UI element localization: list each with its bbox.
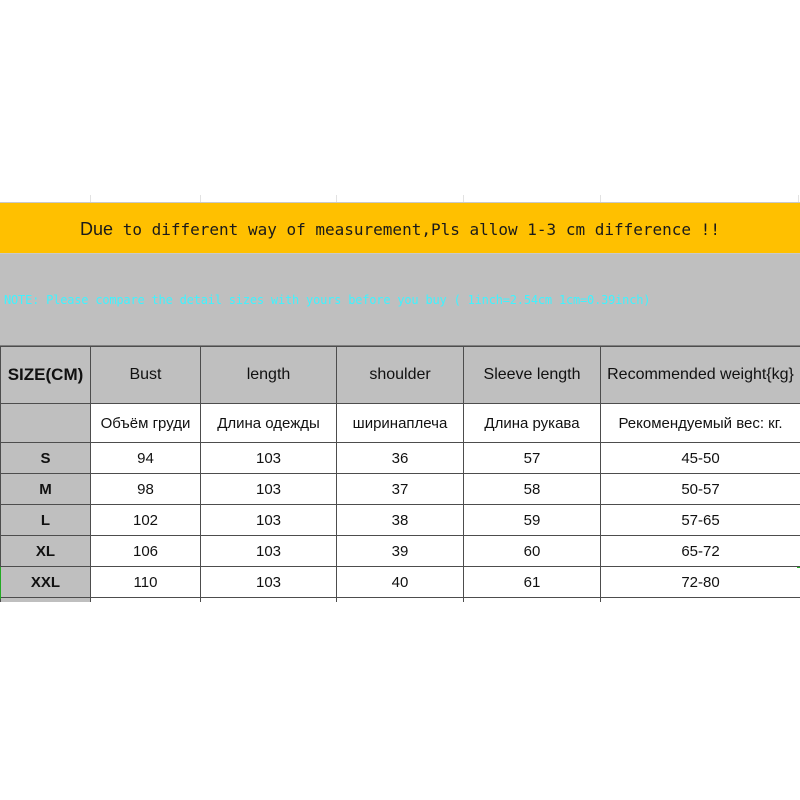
header-sleeve-length: Sleeve length	[464, 347, 601, 404]
table-row	[1, 505, 800, 536]
table-row	[1, 443, 800, 474]
length-cell: 103	[201, 474, 337, 505]
russian-header-sleeve: Длина рукава	[464, 404, 601, 443]
weight-cell: 45-50	[601, 443, 800, 474]
bust-cell: 94	[91, 443, 201, 474]
table-row	[1, 536, 800, 567]
notice-text: to different way of measurement,Pls allow 1-3 cm difference !!	[113, 220, 720, 239]
weight-cell: 57-65	[601, 505, 800, 536]
bust-cell: 110	[91, 567, 201, 598]
size-cell: L	[1, 505, 91, 536]
sleeve-cell: 59	[464, 505, 601, 536]
size-cell: S	[1, 443, 91, 474]
compare-sizes-note: NOTE: Please compare the detail sizes with yours before you buy ( 1inch=2.54cm 1cm=0.39inch)	[4, 293, 651, 307]
length-cell: 103	[201, 567, 337, 598]
header-shoulder: shoulder	[337, 347, 464, 404]
table-row	[1, 474, 800, 505]
measurement-notice-banner	[0, 202, 800, 254]
header-length: length	[201, 347, 337, 404]
sleeve-cell: 57	[464, 443, 601, 474]
shoulder-cell: 39	[337, 536, 464, 567]
bust-cell: 102	[91, 505, 201, 536]
length-cell: 103	[201, 505, 337, 536]
russian-header-blank	[1, 404, 91, 443]
header-size: SIZE(CM)	[1, 347, 91, 404]
russian-header-bust: Объём груди	[91, 404, 201, 443]
header-bust: Bust	[91, 347, 201, 404]
weight-cell: 65-72	[601, 536, 800, 567]
table-row	[1, 567, 800, 598]
russian-header-length: Длина одежды	[201, 404, 337, 443]
size-chart-table	[0, 346, 800, 602]
selection-edge	[0, 567, 1, 599]
table-tail-row	[1, 598, 800, 603]
notice-lead-word: Due	[80, 219, 114, 239]
size-cell: M	[1, 474, 91, 505]
bust-cell: 98	[91, 474, 201, 505]
size-cell: XL	[1, 536, 91, 567]
length-cell: 103	[201, 443, 337, 474]
russian-header-shoulder: ширинаплеча	[337, 404, 464, 443]
russian-header-weight: Рекомендуемый вес: кг.	[601, 404, 800, 443]
header-recommended-weight: Recommended weight{kg}	[601, 347, 800, 404]
length-cell: 103	[201, 536, 337, 567]
header-row	[1, 347, 800, 404]
russian-header-row	[1, 404, 800, 443]
weight-cell: 50-57	[601, 474, 800, 505]
shoulder-cell: 40	[337, 567, 464, 598]
weight-cell: 72-80	[601, 567, 800, 598]
bust-cell: 106	[91, 536, 201, 567]
size-cell: XXL	[1, 567, 91, 598]
shoulder-cell: 36	[337, 443, 464, 474]
shoulder-cell: 38	[337, 505, 464, 536]
sleeve-cell: 61	[464, 567, 601, 598]
shoulder-cell: 37	[337, 474, 464, 505]
sleeve-cell: 60	[464, 536, 601, 567]
sleeve-cell: 58	[464, 474, 601, 505]
